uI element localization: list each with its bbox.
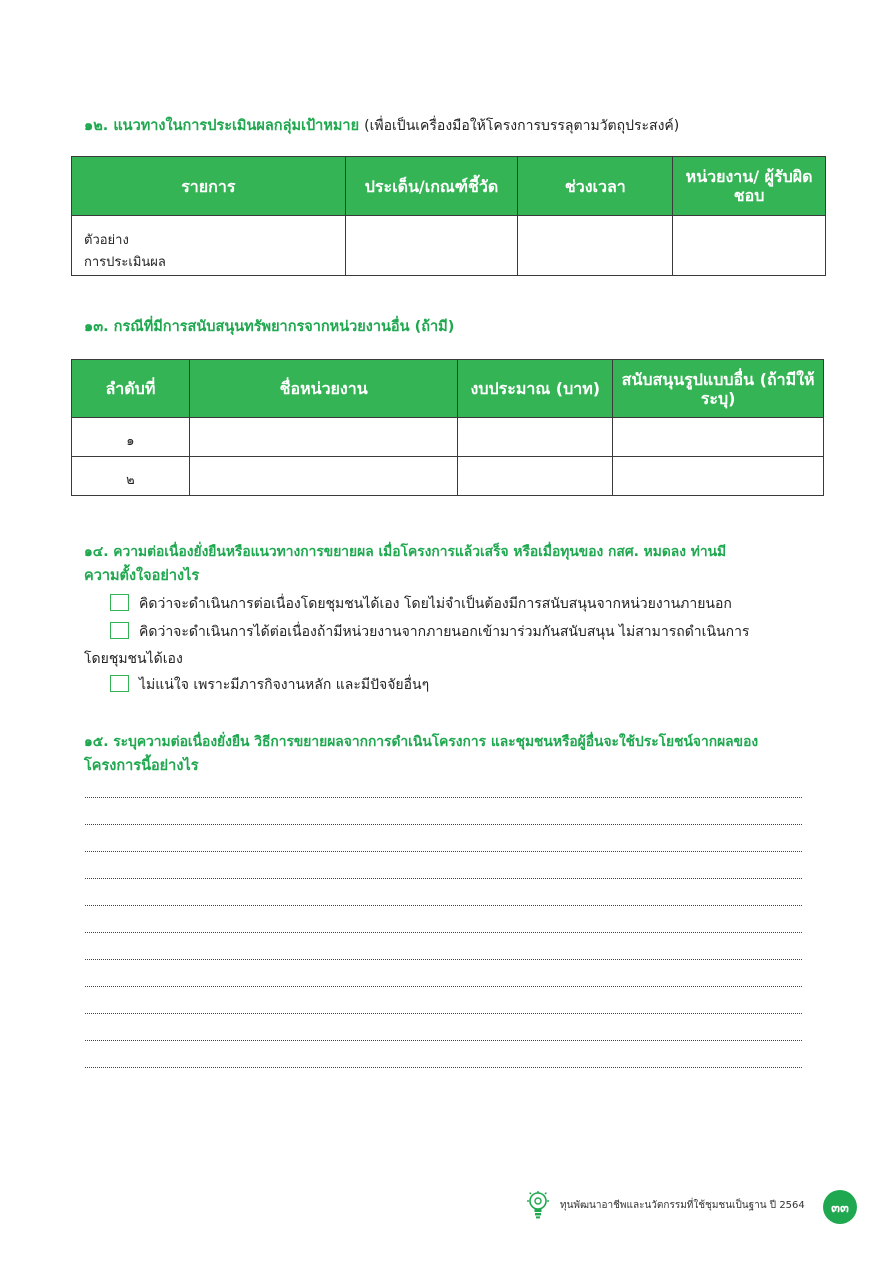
- option-3-label: ไม่แน่ใจ เพราะมีภารกิจงานหลัก และมีปัจจัยอื่นๆ: [139, 677, 430, 693]
- col-header-order: ลำดับที่: [72, 360, 190, 418]
- table-row: [72, 457, 824, 496]
- answer-line[interactable]: [85, 1067, 802, 1068]
- section-14-title-line2: ความตั้งใจอย่างไร: [84, 568, 200, 584]
- col-header-period: ช่วงเวลา: [518, 157, 673, 216]
- table-cell[interactable]: [673, 216, 826, 276]
- example-label-2: การประเมินผล: [84, 255, 166, 270]
- answer-line[interactable]: [85, 1013, 802, 1014]
- table-cell[interactable]: [189, 457, 458, 496]
- table-row: [72, 216, 826, 276]
- option-1-label: คิดว่าจะดำเนินการต่อเนื่องโดยชุมชนได้เอง โดยไม่จำเป็นต้องมีการสนับสนุนจากหน่วยงานภายนอก: [139, 596, 732, 612]
- section-14-title-line1: ๑๔. ความต่อเนื่องยั่งยืนหรือแนวทางการขยายผล เมื่อโครงการแล้วเสร็จ หรือเมื่อทุนของ กสศ. หมดลง ท่านมี: [84, 544, 727, 560]
- answer-line[interactable]: [85, 851, 802, 852]
- col-header-other-support: สนับสนุนรูปแบบอื่น (ถ้ามีให้ระบุ): [613, 360, 824, 418]
- evaluation-table: [71, 156, 826, 276]
- section-12-note: (เพื่อเป็นเครื่องมือให้โครงการบรรลุตามวัตถุประสงค์): [364, 118, 680, 134]
- section-12-heading: ๑๒. แนวทางในการประเมินผลกลุ่มเป้าหมาย: [84, 118, 360, 134]
- evaluation-table-header: [72, 157, 826, 216]
- answer-line[interactable]: [85, 959, 802, 960]
- row-number: ๑: [72, 418, 190, 457]
- option-2-continued: โดยชุมชนได้เอง: [84, 651, 183, 667]
- answer-line[interactable]: [85, 878, 802, 879]
- example-cell[interactable]: [72, 216, 346, 276]
- col-header-criteria: ประเด็น/เกณฑ์ชี้วัด: [345, 157, 518, 216]
- table-cell[interactable]: [458, 418, 613, 457]
- option-1-checkbox[interactable]: [110, 594, 129, 611]
- row-number: ๒: [72, 457, 190, 496]
- answer-line[interactable]: [85, 824, 802, 825]
- option-1: [110, 591, 732, 617]
- answer-line[interactable]: [85, 986, 802, 987]
- table-row: [72, 418, 824, 457]
- col-header-agency: ชื่อหน่วยงาน: [189, 360, 458, 418]
- answer-line[interactable]: [85, 1040, 802, 1041]
- footer-text: ทุนพัฒนาอาชีพและนวัตกรรมที่ใช้ชุมชนเป็นฐาน ปี 2564: [560, 1200, 805, 1211]
- col-header-items: รายการ: [72, 157, 346, 216]
- table-cell[interactable]: [518, 216, 673, 276]
- option-2: [110, 619, 749, 645]
- option-3-checkbox[interactable]: [110, 675, 129, 692]
- option-2-label: คิดว่าจะดำเนินการได้ต่อเนื่องถ้ามีหน่วยงานจากภายนอกเข้ามาร่วมกันสนับสนุน ไม่สามารถดำเนินการ: [139, 624, 750, 640]
- section-13-title: ๑๓. กรณีที่มีการสนับสนุนทรัพยากรจากหน่วยงานอื่น (ถ้ามี): [84, 319, 455, 335]
- option-3: [110, 672, 429, 698]
- table-cell[interactable]: [613, 418, 824, 457]
- section-12-title: [84, 114, 679, 138]
- table-cell[interactable]: [189, 418, 458, 457]
- table-cell[interactable]: [458, 457, 613, 496]
- lightbulb-gear-icon: [526, 1190, 550, 1220]
- col-header-responsible: หน่วยงาน/ ผู้รับผิดชอบ: [673, 157, 826, 216]
- option-2-checkbox[interactable]: [110, 622, 129, 639]
- answer-line[interactable]: [85, 905, 802, 906]
- support-table: [71, 359, 824, 496]
- section-14-title: [84, 540, 726, 588]
- section-15-title-line1: ๑๕. ระบุความต่อเนื่องยั่งยืน วิธีการขยายผลจากการดำเนินโครงการ และชุมชนหรือผู้อื่นจะใช้ประโยชน์จากผลของ: [84, 734, 759, 750]
- example-label: ตัวอย่าง: [84, 233, 129, 248]
- table-cell[interactable]: [613, 457, 824, 496]
- section-15-title-line2: โครงการนี้อย่างไร: [84, 758, 199, 774]
- table-cell[interactable]: [345, 216, 518, 276]
- col-header-budget: งบประมาณ (บาท): [458, 360, 613, 418]
- support-table-header: [72, 360, 824, 418]
- answer-line[interactable]: [85, 797, 802, 798]
- page-number: ๓๓: [823, 1190, 857, 1224]
- answer-line[interactable]: [85, 932, 802, 933]
- section-15-title: [84, 730, 758, 778]
